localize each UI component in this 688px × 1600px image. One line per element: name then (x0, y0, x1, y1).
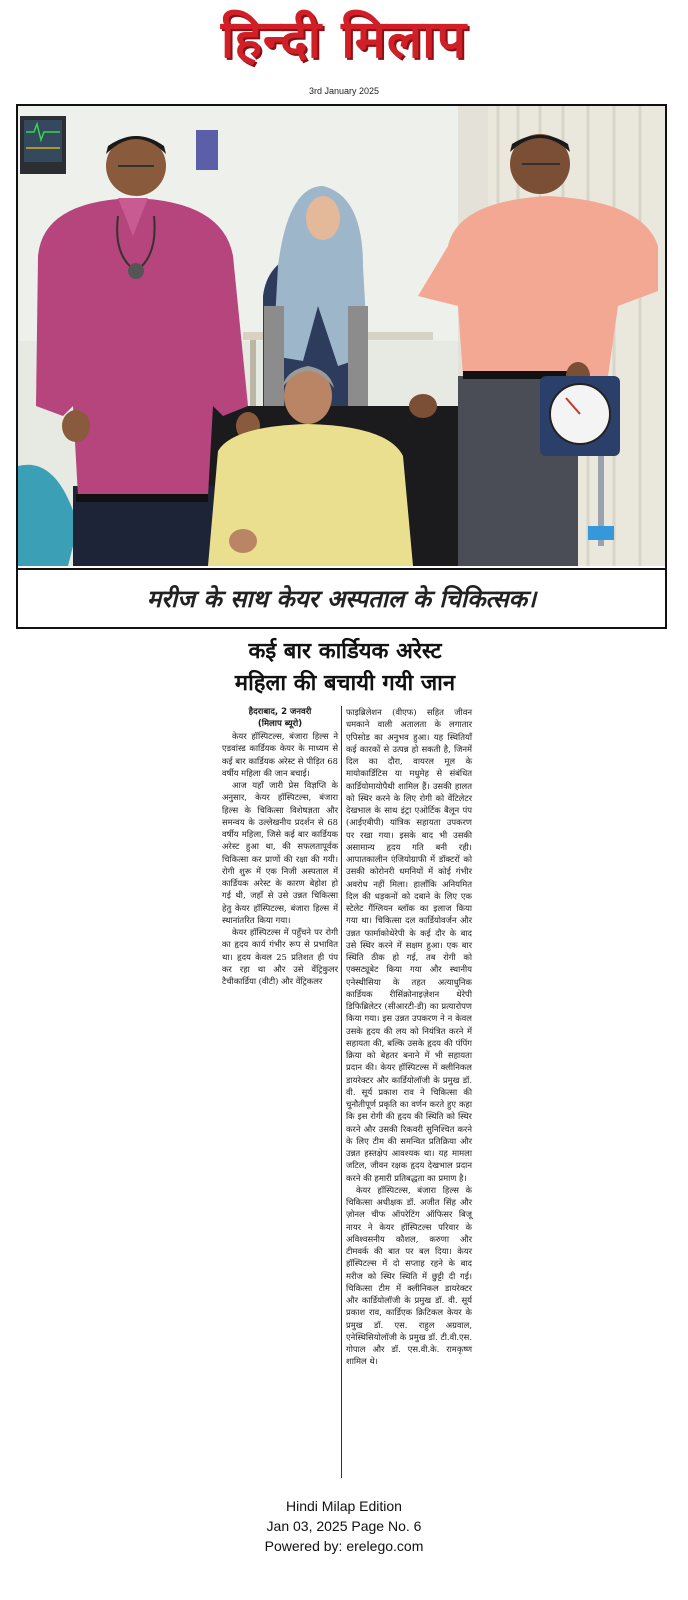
masthead-title: हिन्दी मिलाप (220, 9, 468, 70)
edition-footer (0, 1496, 688, 1556)
footer-edition: Hindi Milap Edition (286, 1498, 402, 1514)
news-photo (18, 106, 665, 566)
article-paragraph: फाइब्रिलेशन (वीएफ) सहित जीवन धमकाने वाली अतालता के लगातार एपिसोड का अनुभव हुआ। यह स्थितियाँ कई कारकों से उत्पन्न हो सकती है, जिनमें दिल का दौरा, वायरल मूल के मायोकार्डिटिस या मधुमेह से संबंधित कार्डियोमायोपैथी शामिल हैं। उसकी हालत को स्थिर करने के लिए रोगी को वेंटिलेटर देखभाल के साथ इंट्रा एओर्टिक बैलून पंप (आईएबीपी) यांत्रिक सहायता उपकरण पर रखा गया। इसके बाद भी उसकी असामान्य हृदय गति बनी रही। आपातकालीन एंजियोग्राफी में डॉक्टरों को उसकी कोरोनरी धमनियों में कोई गंभीर अवरोध नहीं मिला। हालाँकि अनियमित दिल की धड़कनों को दबाने के लिए एक स्टेलेट गैंग्लियन ब्लॉक का इलाज किया गया था। चिकित्सा दल कार्डियोवर्जन और उन्नत फार्माकोथेरेपी के कई दौर के बाद उसे स्थिर करने में सक्षम हुआ। एक बार स्थिति ठीक हो गई, तब रोगी को एक्सट्यूबेट किया गया और स्थानीय एनेस्थीसिया के तहत अत्याधुनिक कार्डियक रीसिंक्रोनाइज़ेशन थेरेपी डिफिब्रिलेटर (सीआरटी-डी) का प्रत्यारोपण किया गया। इस उन्नत उपकरण ने न केवल उसके हृदय की लय को नियंत्रित करने में सहायता की, बल्कि उसके हृदय की पंपिंग क्रिया को बेहतर बनाने में भी सहायता प्रदान की। केयर हॉस्पिटल्स में क्लीनिकल डायरेक्टर और कार्डियोलॉजी के प्रमुख डॉ. वी. सूर्य प्रकाश राव ने चिकित्सा की चुनौतीपूर्ण प्रकृति का वर्णन करते हुए कहा कि इस रोगी की हृदय की स्थिति को स्थिर करने और उसकी रिकवरी सुनिश्चित करने के लिए टीम की समन्वित प्रतिक्रिया और उन्नत हस्तक्षेप आवश्यक था। यह मामला जटिल, जीवन रक्षक हृदय देखभाल प्रदान करने की हमारी प्रतिबद्धता का प्रमाण है। (346, 707, 472, 1183)
headline-line-1: कई बार कार्डियक अरेस्ट (248, 639, 442, 664)
article-headline (200, 636, 490, 700)
bureau-credit: (मिलाप ब्यूरो) (257, 719, 303, 729)
footer-page: Jan 03, 2025 Page No. 6 (266, 1518, 422, 1534)
article-column-left (222, 706, 338, 987)
article-column-right (346, 706, 472, 1368)
article-paragraph: केयर हॉस्पिटल्स, बंजारा हिल्स के चिकित्सा अधीक्षक डॉ. अजीत सिंह और ज़ोनल चीफ ऑपरेटिंग ऑफिसर बिजू नायर ने केयर हॉस्पिटल्स परिवार के अविश्वसनीय कौशल, करुणा और टीमवर्क की बात पर बल दिया। केयर हॉस्पिटल्स में दो सप्ताह रहने के बाद मरीज को स्थिर स्थिति में छुट्टी दी गई। चिकित्सा टीम में क्लीनिकल डायरेक्टर और कार्डियोलॉजी के प्रमुख डॉ. वी. सूर्य प्रकाश राव, कार्डिएक क्रिटिकल केयर के प्रमुख डॉ. एस. राहुल अग्रवाल, एनेस्थिसियोलॉजी के प्रमुख डॉ. टी.वी.एस. गोपाल और डॉ. एस.वी.के. रामकृष्ण शामिल थे। (346, 1184, 472, 1367)
edition-date: 3rd January 2025 (308, 86, 380, 96)
monitor (20, 116, 66, 174)
article-paragraph: आज यहाँ जारी प्रेस विज्ञप्ति के अनुसार, केयर हॉस्पिटल्स, बंजारा हिल्स के चिकित्सा विशेषज्ञता और समन्वय के उल्लेखनीय प्रदर्शन से 68 वर्षीय महिला, जिसे कई बार कार्डियक अरेस्ट हुआ था, की सफलतापूर्वक चिकित्सा कर प्राणों की रक्षा की गयी। रोगी शुरू में एक निजी अस्पताल में कार्डियक अरेस्ट के कारण बेहोश हो गई थी, जहाँ से उसे उन्नत चिकित्सा हेतु केयर हॉस्पिटल्स, बंजारा हिल्स में स्थानांतरित किया गया। (222, 780, 338, 925)
footer-powered-by: Powered by: erelego.com (264, 1538, 424, 1554)
headline-line-2: महिला की बचायी गयी जान (234, 671, 456, 696)
photo-caption: मरीज के साथ केयर अस्पताल के चिकित्सक। (18, 568, 665, 627)
article-paragraph: केयर हॉस्पिटल्स, बंजारा हिल्स ने एडवांस्ड कार्डियक केयर के माध्यम से कई बार कार्डियक अरेस्ट से पीड़ित 68 वर्षीय महिला की जान बचाई। (222, 731, 338, 778)
article-paragraph: केयर हॉस्पिटल्स में पहुँचने पर रोगी का हृदय कार्य गंभीर रूप से प्रभावित था। हृदय केवल 25 प्रतिशत ही पंप कर रहा था और उसे वेंट्रिकुलर टैचीकार्डिया (वीटी) और वेंट्रिकलर (222, 927, 338, 986)
dateline: हैदराबाद, 2 जनवरी (248, 707, 312, 717)
photo-frame (16, 104, 667, 629)
column-divider (341, 706, 342, 1478)
hospital-scene-illustration (18, 106, 665, 566)
